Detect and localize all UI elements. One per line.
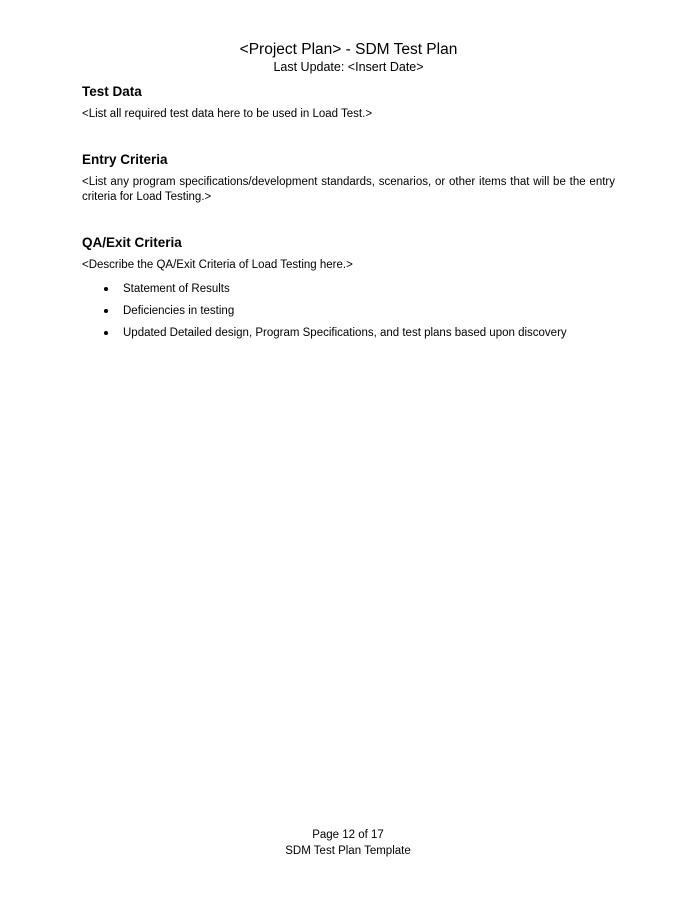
section-body-test-data: <List all required test data here to be used in Load Test.> [82,108,373,120]
section-heading-test-data: Test Data [82,84,142,99]
section-body-entry-criteria: <List any program specifications/development standards, scenarios, or other items that will be the entry criteria for Load Testing.> [82,176,615,203]
list-item-text: Statement of Results [123,283,230,295]
list-item [82,326,615,341]
section-qa-exit-criteria [82,234,615,341]
qa-exit-bullet-list [82,282,615,341]
list-item [82,282,615,297]
document-header [82,40,615,75]
document-body [82,81,615,348]
document-subtitle: Last Update: <Insert Date> [273,60,424,74]
document-title: <Project Plan> - SDM Test Plan [239,41,458,58]
section-heading-qa-exit-criteria: QA/Exit Criteria [82,235,182,250]
footer-document-name: SDM Test Plan Template [285,844,411,857]
section-body-qa-exit-criteria: <Describe the QA/Exit Criteria of Load Testing here.> [82,259,353,271]
document-footer [0,828,696,859]
bullet-icon [104,331,108,335]
list-item-text: Updated Detailed design, Program Specifications, and test plans based upon discovery [123,327,567,339]
list-item [82,304,615,319]
list-item-text: Deficiencies in testing [123,305,235,317]
section-heading-entry-criteria: Entry Criteria [82,152,168,167]
section-entry-criteria [82,151,615,205]
bullet-icon [104,287,108,291]
section-test-data [82,83,615,122]
footer-page-number: Page 12 of 17 [312,829,384,841]
bullet-icon [104,309,108,313]
